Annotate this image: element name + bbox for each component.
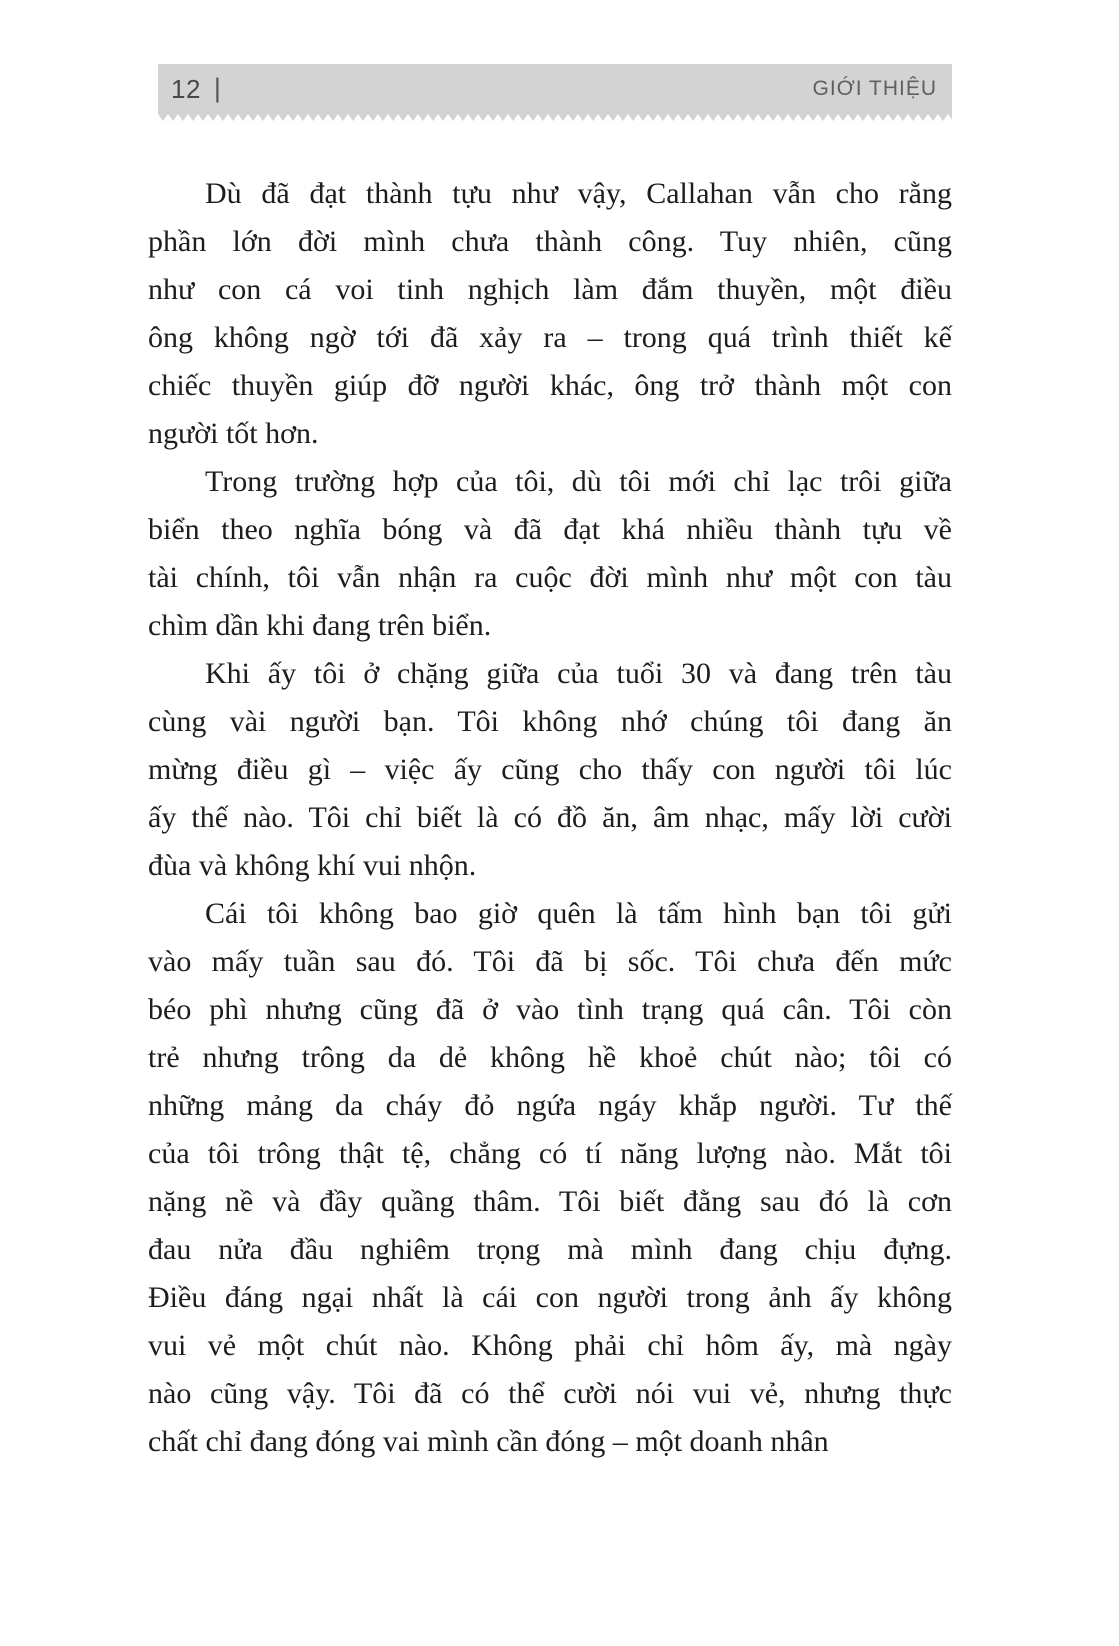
torn-edge-teeth [158,114,952,121]
text-line: Điều đáng ngại nhất là cái con người trong ảnh ấy không [148,1281,952,1314]
page-number: 12 [171,73,201,104]
text-line: chất chỉ đang đóng vai mình cần đóng – một doanh nhân [148,1425,829,1458]
section-title: GIỚI THIỆU [812,77,937,100]
text-line: Khi ấy tôi ở chặng giữa của tuổi 30 và đang trên tàu [205,657,952,690]
text-line: như con cá voi tinh nghịch làm đắm thuyền, một điều [148,273,952,306]
text-line: ấy thế nào. Tôi chỉ biết là có đồ ăn, âm nhạc, mấy lời cười [148,801,952,834]
text-line: Cái tôi không bao giờ quên là tấm hình bạn tôi gửi [205,897,952,930]
text-line: chìm dần khi đang trên biển. [148,609,492,642]
torn-edge-icon [158,114,952,121]
header-bar [158,64,952,114]
text-line: Trong trường hợp của tôi, dù tôi mới chỉ lạc trôi giữa [205,465,952,498]
header-left-group [171,74,221,105]
text-line: ông không ngờ tới đã xảy ra – trong quá trình thiết kế [148,321,952,354]
text-line: nào cũng vậy. Tôi đã có thể cười nói vui vẻ, nhưng thực [148,1377,952,1410]
text-line: trẻ nhưng trông da dẻ không hề khoẻ chút nào; tôi có [148,1041,952,1074]
text-line: cùng vài người bạn. Tôi không nhớ chúng tôi đang ăn [148,705,952,738]
text-line: phần lớn đời mình chưa thành công. Tuy nhiên, cũng [148,225,952,258]
page-number-separator: | [213,72,221,103]
text-body [148,170,952,1466]
text-line: của tôi trông thật tệ, chẳng có tí năng lượng nào. Mắt tôi [148,1137,952,1170]
text-line: đùa và không khí vui nhộn. [148,849,477,882]
text-line: mừng điều gì – việc ấy cũng cho thấy con người tôi lúc [148,753,952,786]
text-line: Dù đã đạt thành tựu như vậy, Callahan vẫn cho rằng [205,177,952,210]
text-line: những mảng da cháy đỏ ngứa ngáy khắp người. Tư thế [148,1089,952,1122]
page-header [158,64,952,121]
text-line: béo phì nhưng cũng đã ở vào tình trạng quá cân. Tôi còn [148,993,952,1026]
text-line: nặng nề và đầy quầng thâm. Tôi biết đằng sau đó là cơn [148,1185,952,1218]
text-line: đau nửa đầu nghiêm trọng mà mình đang chịu đựng. [148,1233,952,1266]
text-line: vào mấy tuần sau đó. Tôi đã bị sốc. Tôi chưa đến mức [148,945,952,978]
text-line: chiếc thuyền giúp đỡ người khác, ông trở thành một con [148,369,952,402]
text-line: người tốt hơn. [148,417,319,450]
text-line: biển theo nghĩa bóng và đã đạt khá nhiều thành tựu về [148,513,952,546]
text-line: tài chính, tôi vẫn nhận ra cuộc đời mình như một con tàu [148,561,952,594]
text-line: vui vẻ một chút nào. Không phải chỉ hôm ấy, mà ngày [148,1329,952,1362]
